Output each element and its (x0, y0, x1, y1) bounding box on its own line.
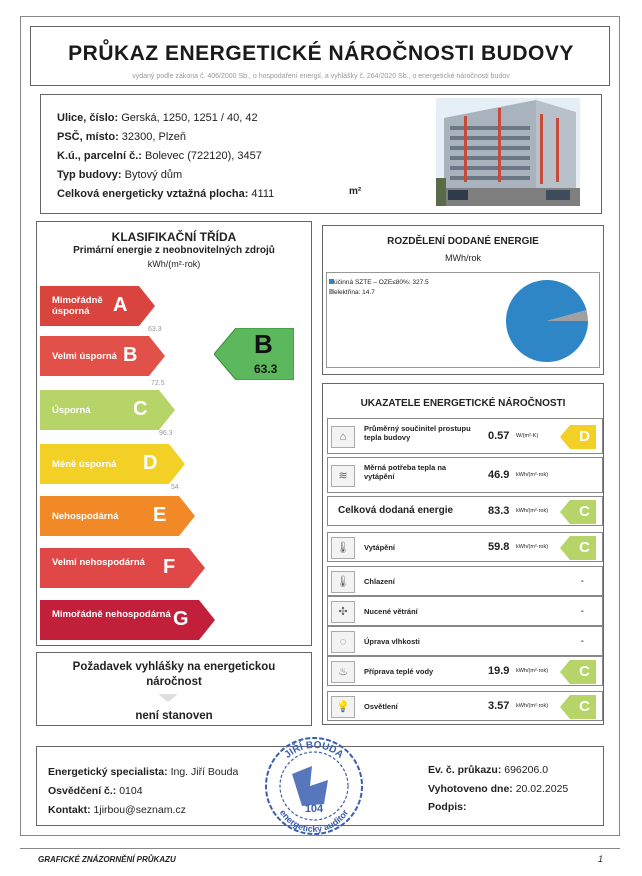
indicator-value: 19.9 (488, 665, 510, 677)
class-boundary-tick: 96.3 (159, 430, 173, 437)
type-value: Bytový dům (124, 169, 183, 181)
indicator-row (327, 596, 603, 626)
indicator-badge-fill (560, 500, 596, 524)
indicator-badge-shape (560, 695, 596, 719)
ku-row (57, 150, 262, 162)
class-name-e: Nehospodárná (52, 511, 119, 522)
indicator-badge-shape (560, 500, 596, 524)
made-row (428, 783, 568, 795)
heat-icon: ≋ (331, 465, 355, 487)
indicator-value: 46.9 (488, 469, 510, 481)
classification-unit: kWh/(m²·rok) (147, 259, 201, 269)
indicator-row (327, 626, 603, 656)
stamp-top-text: JIŘÍ BOUDA (282, 739, 346, 761)
stamp-bottom-text: energetický auditor (277, 807, 351, 835)
indicator-value: 0.57 (488, 430, 510, 442)
class-name-d: Méně úsporná (52, 459, 117, 470)
indicator-row (327, 457, 603, 493)
type-row (57, 169, 182, 181)
made-label: Vyhotoveno dne: (428, 783, 513, 795)
class-boundary-tick: 63.3 (148, 326, 162, 333)
indicator-label: Úprava vlhkosti (364, 637, 420, 646)
certificate-row (48, 785, 143, 797)
indicator-badge-fill (560, 425, 596, 449)
indicator-dash: - (580, 636, 584, 647)
ev-label: Ev. č. průkazu: (428, 764, 502, 776)
class-letter-g: G (173, 608, 189, 630)
auditor-stamp (262, 734, 366, 838)
requirement-title: Požadavek vyhlášky na energetickou náročnost (72, 661, 276, 688)
classification-subtitle: Primární energie z neobnovitelných zdrojů (73, 245, 275, 256)
street-value: Gerská, 1250, 1251 / 40, 42 (121, 112, 258, 124)
ev-value: 696206.0 (504, 764, 549, 776)
class-letter-c: C (133, 398, 148, 420)
indicator-dash: - (580, 576, 584, 587)
indicator-label: Měrná potřeba tepla na vytápění (364, 463, 447, 481)
contact-row (48, 804, 186, 816)
indicator-badge-fill (560, 536, 596, 560)
indicator-label: Chlazení (364, 577, 395, 586)
indicator-badge-fill (560, 695, 596, 719)
ku-value: Bolevec (722120), 3457 (145, 150, 262, 162)
stamp-number: 104 (304, 803, 324, 815)
psc-row (57, 131, 186, 143)
indicator-unit: kWh/(m²·rok) (516, 544, 549, 550)
indicator-badge-letter: C (579, 663, 590, 680)
indicator-label: Vytápění (364, 543, 395, 552)
building-photo (436, 98, 580, 206)
class-arrow-d (40, 444, 185, 484)
class-letter-f: F (163, 556, 176, 578)
distribution-title: ROZDĚLENÍ DODANÉ ENERGIE (387, 236, 539, 247)
specialist-value: Ing. Jiří Bouda (170, 766, 239, 778)
class-name-f: Velmi nehospodárná (52, 557, 145, 568)
house-icon: ⌂ (331, 426, 355, 448)
class-arrow-b (40, 336, 165, 376)
class-name-g: Mimořádně nehospodárná (52, 609, 171, 620)
indicator-label: Nucené větrání (364, 607, 418, 616)
indicator-badge-letter: C (579, 698, 590, 715)
class-letter-b: B (123, 344, 138, 366)
class-arrow-g (40, 600, 215, 640)
class-letter-d: D (143, 452, 158, 474)
class-boundary-tick: 54 (171, 484, 179, 491)
indicator-badge-letter: C (579, 539, 590, 556)
current-class-value: 63.3 (254, 362, 278, 376)
sign-label: Podpis: (428, 801, 467, 813)
page-footer-label: GRAFICKÉ ZNÁZORNĚNÍ PRŮKAZU (38, 855, 176, 864)
indicator-label: Průměrný součinitel prostupu tepla budovy (364, 424, 471, 442)
document-title: PRŮKAZ ENERGETICKÉ NÁROČNOSTI BUDOVY (68, 42, 574, 65)
indicator-badge-letter: D (579, 428, 590, 445)
area-label: Celková energeticky vztažná plocha: (57, 188, 249, 200)
street-row (57, 112, 258, 124)
specialist-row (48, 766, 238, 778)
class-arrow-fill (40, 600, 215, 640)
ev-row (428, 764, 548, 776)
class-name-a: Mimořádně úsporná (52, 295, 103, 317)
indicator-row (327, 691, 603, 721)
distribution-legend (329, 278, 429, 298)
current-class-indicator (214, 328, 294, 380)
class-name-b: Velmi úsporná (52, 351, 117, 362)
page-footer-rule (20, 848, 620, 849)
certificate-label: Osvědčení č.: (48, 785, 117, 797)
indicator-row (327, 496, 603, 526)
indicator-value: 3.57 (488, 700, 510, 712)
thermometer-icon: 🌡 (331, 537, 355, 559)
indicator-unit: kWh/(m²·rok) (516, 508, 549, 514)
indicator-dash: - (580, 606, 584, 617)
indicator-value: 59.8 (488, 541, 510, 553)
indicator-value: 83.3 (488, 505, 510, 517)
indicator-unit: kWh/(m²·rok) (516, 668, 549, 674)
contact-label: Kontakt: (48, 804, 91, 816)
distribution-unit: MWh/rok (445, 253, 481, 263)
class-arrow-fill (40, 548, 205, 588)
indicator-row (327, 656, 603, 686)
area-row (57, 188, 274, 200)
legend-item-electricity (329, 288, 429, 298)
class-boundary-tick: 72.5 (151, 380, 165, 387)
area-unit: m² (349, 186, 362, 197)
made-value: 20.02.2025 (515, 783, 569, 795)
psc-value: 32300, Plzeň (121, 131, 187, 143)
indicator-row (327, 532, 603, 562)
indicator-badge-shape (560, 425, 596, 449)
bulb-icon: 💡 (331, 696, 355, 718)
indicator-badge-shape (560, 536, 596, 560)
certificate-value: 0104 (119, 785, 143, 797)
legend-label-electricity: elektřina: 14.7 (334, 289, 375, 296)
class-name-c: Úsporná (52, 405, 91, 416)
area-value: 4111 (251, 188, 275, 200)
indicator-label: Osvětlení (364, 702, 398, 711)
indicators-title: UKAZATELE ENERGETICKÉ NÁROČNOSTI (360, 398, 566, 409)
requirement-pointer (158, 694, 178, 702)
distribution-pie (504, 278, 590, 364)
indicator-unit: kWh/(m²·rok) (516, 703, 549, 709)
class-arrow-c (40, 390, 175, 430)
requirement-value: není stanoven (135, 710, 213, 722)
street-label: Ulice, číslo: (57, 112, 119, 124)
sign-row (428, 801, 467, 813)
cooling-icon: 🌡 (331, 571, 355, 593)
class-letter-e: E (153, 504, 167, 526)
ku-label: K.ú., parcelní č.: (57, 150, 142, 162)
legend-item-szte (329, 278, 429, 288)
specialist-label: Energetický specialista: (48, 766, 168, 778)
class-arrow-f (40, 548, 205, 588)
faucet-icon: ♨ (331, 661, 355, 683)
class-arrow-shape-f (40, 548, 205, 588)
class-arrow-shape-g (40, 600, 215, 640)
type-label: Typ budovy: (57, 169, 122, 181)
indicator-row (327, 566, 603, 596)
indicator-row (327, 418, 603, 454)
psc-label: PSČ, místo: (57, 131, 119, 143)
indicator-badge-shape (560, 660, 596, 684)
legend-label-szte: účinná SZTE – OZE≤80%: 327.5 (334, 279, 429, 286)
indicator-unit: kWh/(m²·rok) (516, 472, 549, 478)
humidity-icon: ◌ (331, 631, 355, 653)
document-subtitle: vydaný podle zákona č. 406/2000 Sb., o hospodaření energií, a vyhlášky č. 264/2020 Sb., o energetické náročnosti budov (132, 73, 510, 80)
page-number: 1 (598, 854, 604, 864)
indicator-unit: W/(m²·K) (516, 433, 539, 439)
contact-value[interactable]: 1jirbou@seznam.cz (93, 804, 186, 816)
class-letter-a: A (113, 294, 128, 316)
indicator-label: Celková dodaná energie (338, 505, 454, 516)
classification-title: KLASIFIKAČNÍ TŘÍDA (111, 230, 237, 244)
indicator-badge-letter: C (579, 503, 590, 520)
indicator-label: Příprava teplé vody (364, 667, 434, 676)
class-arrow-a (40, 286, 155, 326)
class-arrow-e (40, 496, 195, 536)
fan-icon: ✣ (331, 601, 355, 623)
current-class-letter: B (254, 329, 273, 359)
indicator-badge-fill (560, 660, 596, 684)
